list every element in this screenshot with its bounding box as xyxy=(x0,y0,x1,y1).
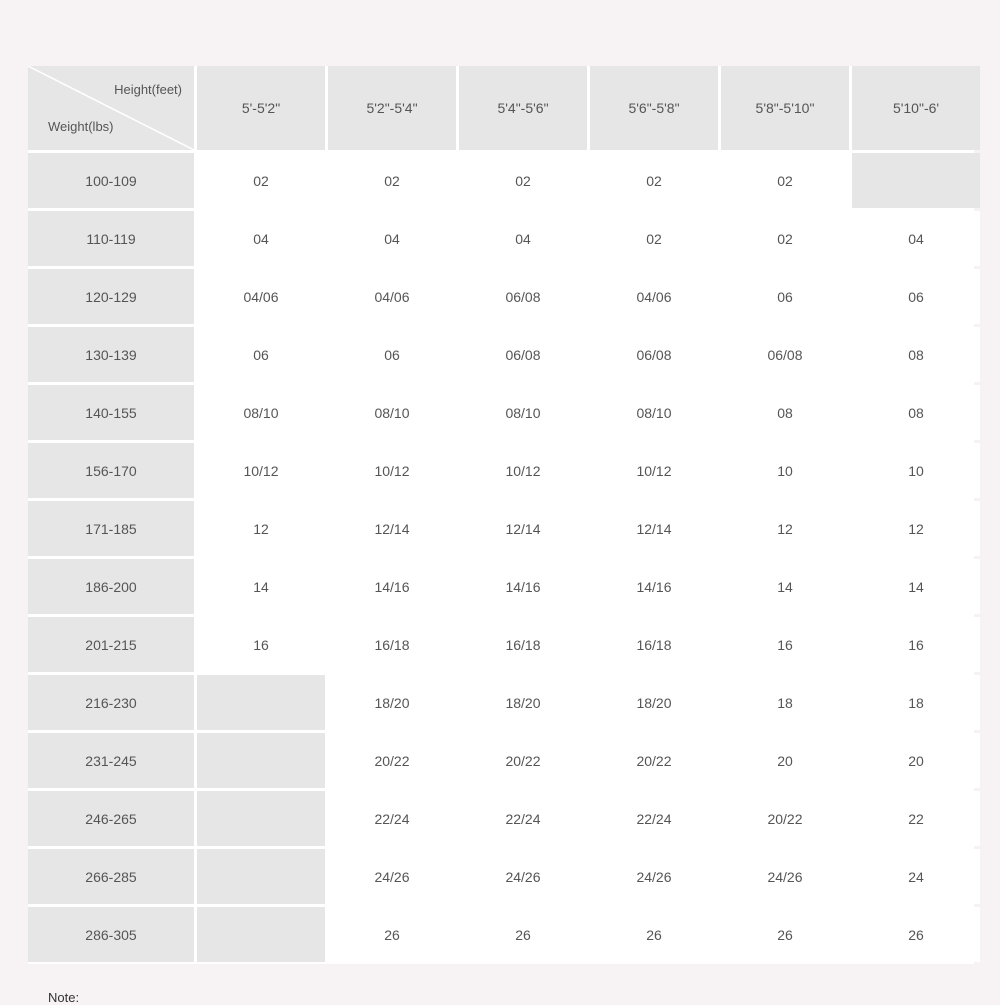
size-chart-body xyxy=(28,153,980,962)
weight-row-header: 130-139 xyxy=(28,327,194,382)
height-column-header: 5'2"-5'4" xyxy=(328,66,456,150)
table-row xyxy=(28,211,980,266)
weight-row-header: 216-230 xyxy=(28,675,194,730)
size-cell: 22/24 xyxy=(328,791,456,846)
weight-row-header: 156-170 xyxy=(28,443,194,498)
size-cell: 26 xyxy=(459,907,587,962)
size-cell: 06/08 xyxy=(721,327,849,382)
size-cell: 02 xyxy=(328,153,456,208)
size-cell: 12 xyxy=(852,501,980,556)
size-cell: 16 xyxy=(197,617,325,672)
size-cell: 24 xyxy=(852,849,980,904)
height-column-header: 5'-5'2" xyxy=(197,66,325,150)
table-row xyxy=(28,153,980,208)
size-cell: 14 xyxy=(852,559,980,614)
size-cell: 04/06 xyxy=(590,269,718,324)
size-cell: 06/08 xyxy=(590,327,718,382)
size-cell: 10/12 xyxy=(459,443,587,498)
size-cell: 16/18 xyxy=(590,617,718,672)
size-cell: 24/26 xyxy=(721,849,849,904)
weight-row-header: 100-109 xyxy=(28,153,194,208)
empty-size-cell xyxy=(197,849,325,904)
size-cell: 02 xyxy=(721,211,849,266)
height-column-header: 5'8"-5'10" xyxy=(721,66,849,150)
weight-axis-label: Weight(lbs) xyxy=(48,119,114,134)
size-cell: 14 xyxy=(721,559,849,614)
corner-header xyxy=(28,66,194,150)
size-cell: 08/10 xyxy=(197,385,325,440)
weight-row-header: 120-129 xyxy=(28,269,194,324)
weight-row-header: 140-155 xyxy=(28,385,194,440)
height-column-header: 5'10"-6' xyxy=(852,66,980,150)
weight-row-header: 201-215 xyxy=(28,617,194,672)
weight-row-header: 266-285 xyxy=(28,849,194,904)
weight-row-header: 110-119 xyxy=(28,211,194,266)
size-cell: 26 xyxy=(721,907,849,962)
size-cell: 08 xyxy=(852,327,980,382)
table-row xyxy=(28,791,980,846)
weight-row-header: 171-185 xyxy=(28,501,194,556)
size-cell: 20/22 xyxy=(721,791,849,846)
empty-size-cell xyxy=(197,733,325,788)
empty-size-cell xyxy=(852,153,980,208)
size-cell: 02 xyxy=(590,153,718,208)
size-cell: 08/10 xyxy=(328,385,456,440)
size-chart-table xyxy=(25,63,983,965)
size-cell: 08/10 xyxy=(590,385,718,440)
size-cell: 16 xyxy=(852,617,980,672)
size-cell: 10/12 xyxy=(328,443,456,498)
empty-size-cell xyxy=(197,907,325,962)
height-column-header: 5'4"-5'6" xyxy=(459,66,587,150)
table-row xyxy=(28,559,980,614)
size-cell: 08/10 xyxy=(459,385,587,440)
header-row xyxy=(28,66,980,150)
size-cell: 06 xyxy=(197,327,325,382)
size-cell: 14/16 xyxy=(328,559,456,614)
size-cell: 18 xyxy=(721,675,849,730)
table-row xyxy=(28,733,980,788)
table-row xyxy=(28,269,980,324)
size-cell: 22/24 xyxy=(590,791,718,846)
note-label: Note: xyxy=(48,990,80,1005)
height-column-header: 5'6"-5'8" xyxy=(590,66,718,150)
table-row xyxy=(28,501,980,556)
empty-size-cell xyxy=(197,675,325,730)
table-row xyxy=(28,327,980,382)
table-row xyxy=(28,907,980,962)
size-cell: 16 xyxy=(721,617,849,672)
size-cell: 10/12 xyxy=(590,443,718,498)
size-cell: 08 xyxy=(721,385,849,440)
size-cell: 10 xyxy=(852,443,980,498)
size-cell: 20/22 xyxy=(328,733,456,788)
size-cell: 20/22 xyxy=(459,733,587,788)
weight-row-header: 231-245 xyxy=(28,733,194,788)
size-cell: 02 xyxy=(459,153,587,208)
size-cell: 12 xyxy=(197,501,325,556)
size-cell: 24/26 xyxy=(459,849,587,904)
size-cell: 04/06 xyxy=(328,269,456,324)
table-row xyxy=(28,443,980,498)
weight-row-header: 246-265 xyxy=(28,791,194,846)
empty-size-cell xyxy=(197,791,325,846)
size-cell: 14/16 xyxy=(590,559,718,614)
height-axis-label: Height(feet) xyxy=(114,82,182,97)
size-cell: 12/14 xyxy=(459,501,587,556)
size-cell: 04 xyxy=(852,211,980,266)
size-cell: 06 xyxy=(852,269,980,324)
size-cell: 06 xyxy=(721,269,849,324)
size-cell: 08 xyxy=(852,385,980,440)
size-cell: 14 xyxy=(197,559,325,614)
size-cell: 18 xyxy=(852,675,980,730)
size-cell: 20/22 xyxy=(590,733,718,788)
table-row xyxy=(28,849,980,904)
size-cell: 06/08 xyxy=(459,269,587,324)
size-cell: 12/14 xyxy=(328,501,456,556)
weight-row-header: 286-305 xyxy=(28,907,194,962)
size-cell: 24/26 xyxy=(590,849,718,904)
size-cell: 18/20 xyxy=(328,675,456,730)
size-cell: 04/06 xyxy=(197,269,325,324)
size-cell: 20 xyxy=(721,733,849,788)
size-cell: 02 xyxy=(721,153,849,208)
size-cell: 26 xyxy=(328,907,456,962)
size-cell: 10 xyxy=(721,443,849,498)
size-cell: 20 xyxy=(852,733,980,788)
size-cell: 22 xyxy=(852,791,980,846)
size-cell: 16/18 xyxy=(459,617,587,672)
weight-row-header: 186-200 xyxy=(28,559,194,614)
size-cell: 18/20 xyxy=(459,675,587,730)
size-chart xyxy=(28,66,974,964)
size-cell: 10/12 xyxy=(197,443,325,498)
diagonal-divider xyxy=(28,66,194,150)
table-row xyxy=(28,675,980,730)
size-cell: 06/08 xyxy=(459,327,587,382)
size-cell: 26 xyxy=(852,907,980,962)
size-cell: 14/16 xyxy=(459,559,587,614)
size-cell: 22/24 xyxy=(459,791,587,846)
table-row xyxy=(28,385,980,440)
size-cell: 04 xyxy=(459,211,587,266)
size-cell: 06 xyxy=(328,327,456,382)
size-cell: 26 xyxy=(590,907,718,962)
size-cell: 02 xyxy=(197,153,325,208)
size-cell: 16/18 xyxy=(328,617,456,672)
size-cell: 12 xyxy=(721,501,849,556)
size-cell: 02 xyxy=(590,211,718,266)
size-cell: 04 xyxy=(197,211,325,266)
size-cell: 24/26 xyxy=(328,849,456,904)
size-cell: 04 xyxy=(328,211,456,266)
size-cell: 18/20 xyxy=(590,675,718,730)
size-cell: 12/14 xyxy=(590,501,718,556)
table-row xyxy=(28,617,980,672)
